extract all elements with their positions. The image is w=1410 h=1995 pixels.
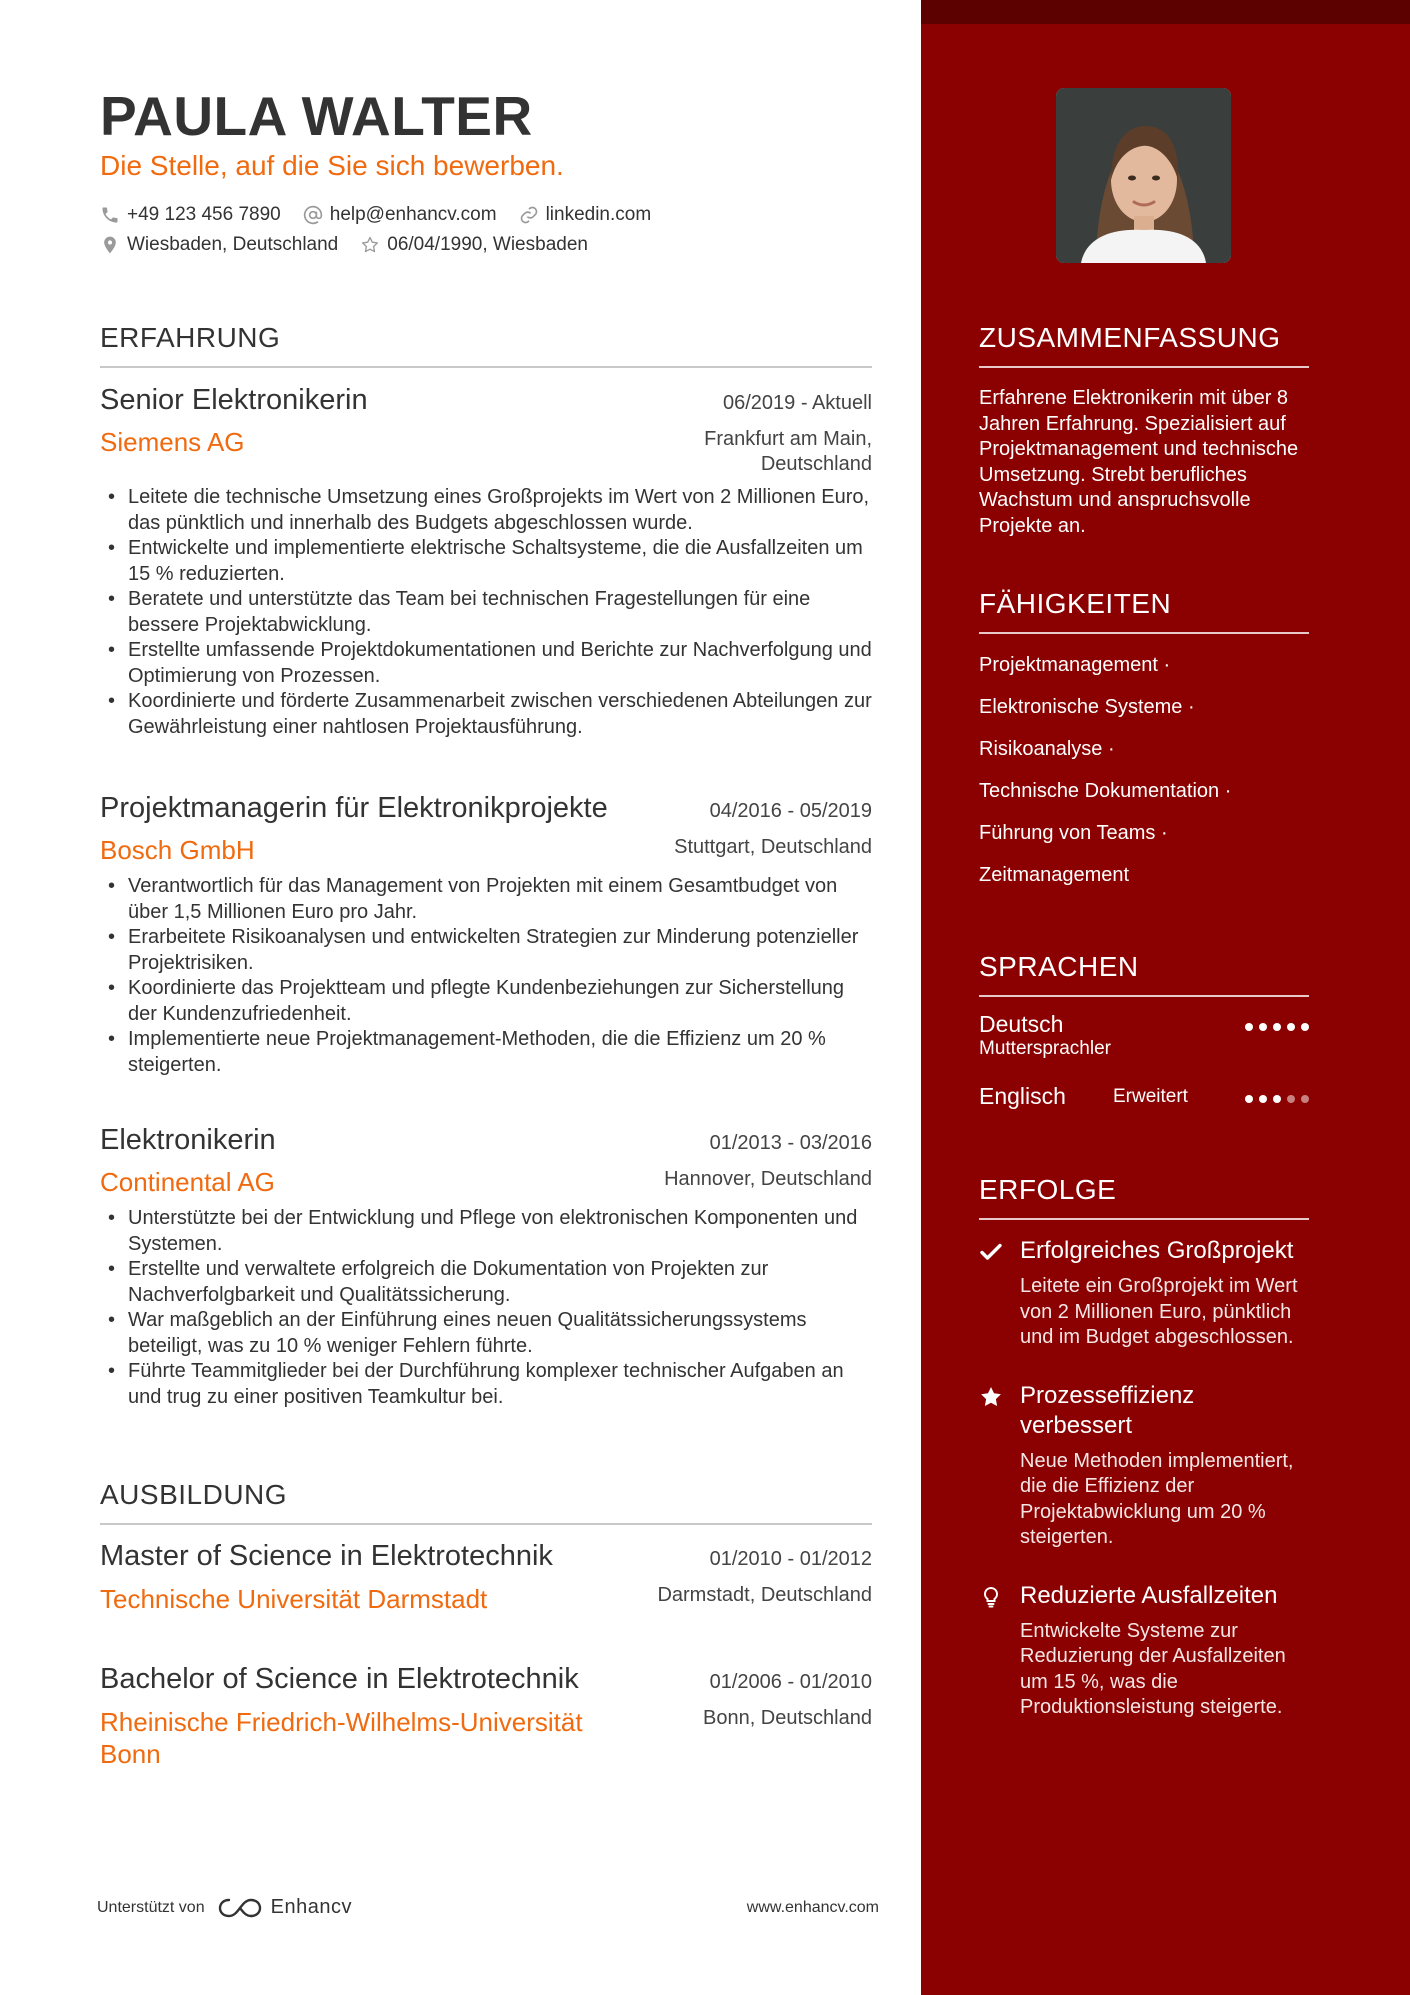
location-text: Wiesbaden, Deutschland [127,234,339,255]
achievement-desc: Neue Methoden implementiert, die die Effizienz der Projektabwicklung um 20 % steigerten. [1020,1449,1294,1548]
birth-text: 06/04/1990, Wiesbaden [387,234,588,255]
star-icon [979,1385,1003,1409]
star-outline-icon [360,235,380,255]
language-item [979,1011,1309,1069]
contact-row [100,204,673,226]
language-rating [1239,1095,1309,1103]
achievement-title: Erfolgreiches Großprojekt [1020,1237,1294,1264]
job-bullet: • Entwickelte und implementierte elektrische Schaltsysteme, die die Ausfallzeiten um 15 % reduzierten. [128,536,872,587]
achievement-item [979,1381,1309,1551]
rating-dot-filled [1259,1095,1267,1103]
contact-linkedin[interactable] [519,204,652,226]
language-item [979,1083,1309,1115]
link-icon [519,205,539,225]
job-date: 01/2013 - 03/2016 [709,1132,872,1154]
brand-name: Enhancv [270,1896,352,1918]
skill-item: Technische Dokumentation · [979,780,1232,802]
job-bullet: • Koordinierte und förderte Zusammenarbeit zwischen verschiedenen Abteilungen zur Gewährleistung einer nahtlosen Projektausführung. [128,689,872,740]
summary-title: ZUSAMMENFASSUNG [979,322,1309,368]
language-level: Erweitert [1113,1086,1188,1107]
rating-dot-filled [1273,1023,1281,1031]
skill-item: Elektronische Systeme · [979,696,1195,718]
job-bullets [100,874,872,1078]
degree-title: Bachelor of Science in Elektrotechnik [100,1663,579,1695]
sidebar-topbar [921,0,1410,24]
summary-section [979,322,1309,539]
education-location: Darmstadt, Deutschland [657,1584,872,1606]
at-icon [303,205,323,225]
rating-dot-empty [1287,1095,1295,1103]
education-date: 01/2010 - 01/2012 [709,1548,872,1570]
achievement-item [979,1581,1309,1721]
skill-item: Führung von Teams · [979,822,1168,844]
contact-birth [360,234,588,256]
job-company: Siemens AG [100,427,245,457]
achievements-title: ERFOLGE [979,1174,1309,1220]
job-bullet: • Erstellte und verwaltete erfolgreich die Dokumentation von Projekten zur Nachverfolgbarkeit und Qualitätssicherung. [128,1257,872,1308]
language-name: Deutsch [979,1011,1064,1037]
education-section-title: AUSBILDUNG [100,1479,872,1525]
rating-dot-filled [1259,1023,1267,1031]
rating-dot-empty [1301,1095,1309,1103]
achievement-item [979,1236,1309,1351]
profile-photo [1056,88,1231,263]
job-entry [100,1124,872,1410]
job-date: 04/2016 - 05/2019 [709,800,872,822]
powered-by [97,1896,352,1919]
school-name: Technische Universität Darmstadt [100,1584,488,1614]
email-text: help@enhancv.com [329,204,497,225]
enhancv-logo-icon [217,1897,263,1919]
linkedin-text: linkedin.com [545,204,652,225]
language-rating [1239,1023,1309,1031]
contact-row [100,234,610,256]
rating-dot-filled [1287,1023,1295,1031]
skill-item: Risikoanalyse · [979,738,1115,760]
skills-title: FÄHIGKEITEN [979,588,1309,634]
job-location: Frankfurt am Main, Deutschland [704,428,872,475]
skills-section [979,588,1309,904]
rating-dot-filled [1245,1095,1253,1103]
job-bullet: • War maßgeblich an der Einführung eines neuen Qualitätssicherungssystems beteiligt, was zu 10 % weniger Fehlern führte. [128,1308,872,1359]
sidebar [921,0,1410,1995]
powered-by-text: Unterstützt von [97,1898,205,1916]
job-bullet: • Erstellte umfassende Projektdokumentationen und Berichte zur Nachverfolgung und Optimierung von Prozessen. [128,638,872,689]
job-date: 06/2019 - Aktuell [723,392,872,414]
job-company: Bosch GmbH [100,835,255,865]
job-bullets [100,1206,872,1410]
job-title: Senior Elektronikerin [100,384,368,416]
job-company: Continental AG [100,1167,275,1197]
portrait-image [1056,88,1231,263]
achievement-desc: Entwickelte Systeme zur Reduzierung der Ausfallzeiten um 15 %, was die Produktionsleistung steigerte. [1020,1619,1286,1718]
language-name: Englisch [979,1083,1066,1109]
check-icon [979,1240,1003,1264]
job-bullet: • Erarbeitete Risikoanalysen und entwickelten Strategien zur Minderung potenzieller Projektrisiken. [128,925,872,976]
candidate-name: PAULA WALTER [100,85,533,147]
education-entry [100,1663,872,1770]
contact-phone[interactable] [100,204,281,226]
education-entry [100,1540,872,1615]
rating-dot-filled [1245,1023,1253,1031]
job-title: Elektronikerin [100,1124,276,1156]
education-location: Bonn, Deutschland [702,1707,872,1729]
summary-text: Erfahrene Elektronikerin mit über 8 Jahren Erfahrung. Spezialisiert auf Projektmanagement und technische Umsetzung. Strebt berufliches Wachstum und anspruchsvolle Projekte an. [979,387,1299,537]
education-date: 01/2006 - 01/2010 [709,1671,872,1693]
phone-icon [100,205,120,225]
phone-text: +49 123 456 7890 [127,204,281,225]
rating-dot-filled [1301,1023,1309,1031]
job-bullet: • Beratete und unterstützte das Team bei technischen Fragestellungen für eine bessere Projektabwicklung. [128,587,872,638]
job-entry [100,792,872,1078]
contact-location [100,234,338,256]
language-level: Muttersprachler [979,1038,1111,1059]
achievements-section [979,1174,1309,1721]
location-pin-icon [100,235,120,255]
headline: Die Stelle, auf die Sie sich bewerben. [100,150,564,181]
skill-item: Projektmanagement · [979,654,1171,676]
job-bullet: • Verantwortlich für das Management von Projekten mit einem Gesamtbudget von über 1,5 Millionen Euro pro Jahr. [128,874,872,925]
job-bullet: • Leitete die technische Umsetzung eines Großprojekts im Wert von 2 Millionen Euro, das pünktlich und innerhalb des Budgets abgeschlossen wurde. [128,485,872,536]
skills-list [979,652,1309,904]
footer [97,1896,879,1919]
job-bullet: • Implementierte neue Projektmanagement-Methoden, die die Effizienz um 20 % steigerten. [128,1027,872,1078]
achievement-desc: Leitete ein Großprojekt im Wert von 2 Millionen Euro, pünktlich und im Budget abgeschlossen. [1020,1275,1298,1348]
job-bullet: • Unterstützte bei der Entwicklung und Pflege von elektronischen Komponenten und Systemen. [128,1206,872,1257]
rating-dot-filled [1273,1095,1281,1103]
achievement-title: Prozesseffizienz verbessert [1020,1381,1195,1439]
job-entry [100,384,872,740]
lightbulb-icon [979,1585,1003,1609]
languages-section [979,951,1309,1115]
contact-email[interactable] [303,204,497,226]
job-location: Hannover, Deutschland [664,1168,872,1190]
degree-title: Master of Science in Elektrotechnik [100,1540,553,1572]
job-bullet: • Führte Teammitglieder bei der Durchführung komplexer technischer Aufgaben an und trug zu einer positiven Teamkultur bei. [128,1359,872,1410]
achievement-title: Reduzierte Ausfallzeiten [1020,1581,1278,1609]
school-name: Rheinische Friedrich-Wilhelms-Universität Bonn [100,1707,583,1769]
job-location: Stuttgart, Deutschland [674,836,872,858]
experience-section-title: ERFAHRUNG [100,322,872,368]
skill-item: Zeitmanagement [979,864,1130,886]
job-bullets [100,485,872,740]
job-title: Projektmanagerin für Elektronikprojekte [100,792,608,824]
languages-title: SPRACHEN [979,951,1309,997]
footer-url[interactable]: www.enhancv.com [746,1898,879,1916]
job-bullet: • Koordinierte das Projektteam und pflegte Kundenbeziehungen zur Sicherstellung der Kundenzufriedenheit. [128,976,872,1027]
